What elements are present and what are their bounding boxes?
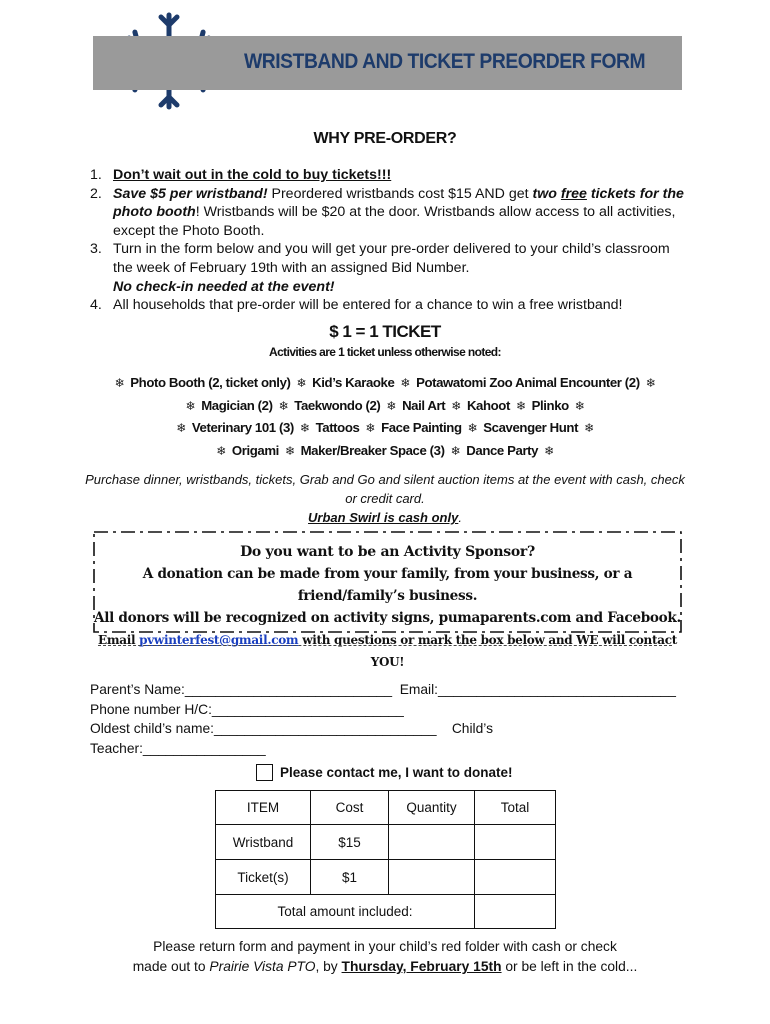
purchase-line1: Purchase dinner, wristbands, tickets, Grab and Go and silent auction items at the event with cash, check or credit card. — [85, 472, 685, 506]
snowflake-icon: ❄ — [400, 376, 411, 390]
form-title: WRISTBAND AND TICKET PREORDER FORM — [244, 50, 646, 73]
footer-line2: made out to Prairie Vista PTO, by Thursday, February 15th or be left in the cold... — [132, 959, 638, 974]
price-subtitle: Activities are 1 ticket unless otherwise noted: — [269, 345, 501, 359]
activity-item: Veterinary 101 (3) — [191, 420, 294, 435]
header-quantity: Quantity — [389, 791, 475, 825]
total-label: Total amount included: — [216, 895, 475, 929]
oldest-child-field[interactable]: Oldest child’s name:_____________________________ — [90, 721, 437, 736]
reason-3: 3. Turn in the form below and you will get your pre-order delivered to your child’s classroom the week of February 19th with an assigned Bid Number. — [90, 241, 670, 276]
sponsor-donation: A donation can be made from your family, from your business, or a friend/family’s business. — [142, 566, 633, 604]
activities-list — [80, 372, 690, 462]
sponsor-email-link[interactable]: pvwinterfest@gmail.com — [139, 633, 299, 647]
childs-label: Child’s — [451, 721, 493, 736]
activity-item: Kid’s Karaoke — [312, 375, 395, 390]
snowflake-icon: ❄ — [450, 443, 461, 458]
activity-item: Photo Booth (2, ticket only) — [130, 375, 291, 390]
snowflake-icon: ❄ — [584, 421, 594, 435]
total-amount-cell[interactable] — [475, 895, 556, 929]
snowflake-icon: ❄ — [176, 421, 186, 435]
cell-item: Wristband — [216, 825, 311, 860]
activity-item: Scavenger Hunt — [483, 420, 579, 435]
table-header-row — [216, 791, 556, 825]
total-row — [216, 895, 556, 929]
header-item: ITEM — [216, 791, 311, 825]
snowflake-icon: ❄ — [299, 421, 310, 435]
reasons-list — [90, 166, 690, 315]
cell-total[interactable] — [475, 860, 556, 895]
teacher-field[interactable]: Teacher:________________ — [90, 740, 266, 756]
purchase-note — [80, 470, 690, 527]
header-total: Total — [475, 791, 556, 825]
activity-item: Plinko — [531, 397, 569, 413]
activity-item: Magician (2) — [201, 397, 273, 413]
snowflake-icon: ❄ — [645, 376, 656, 390]
contact-label: Please contact me, I want to donate! — [280, 765, 513, 780]
snowflake-icon: ❄ — [365, 421, 376, 435]
activity-item: Potawatomi Zoo Animal Encounter (2) — [416, 375, 640, 390]
snowflake-icon: ❄ — [574, 398, 585, 413]
reason-1: 1. Don’t wait out in the cold to buy tickets!!! — [90, 167, 392, 183]
activity-item: Origami — [231, 442, 279, 458]
snowflake-icon: ❄ — [386, 398, 397, 413]
snowflake-icon: ❄ — [296, 376, 307, 390]
footer-line1: Please return form and payment in your child’s red folder with cash or check — [153, 939, 617, 954]
activity-line — [80, 372, 690, 395]
snowflake-icon: ❄ — [515, 398, 526, 413]
cell-quantity[interactable] — [389, 825, 475, 860]
contact-me-option[interactable] — [256, 764, 513, 781]
sponsor-email-line: Email pvwinterfest@gmail.com with questions or mark the box below and WE will contact YOU! — [98, 633, 677, 669]
order-table — [215, 790, 556, 929]
activity-item: Face Painting — [381, 420, 462, 435]
reason-4: 4. All households that pre-order will be entered for a chance to win a free wristband! — [90, 297, 623, 314]
snowflake-icon: ❄ — [451, 398, 461, 413]
purchase-line2: Urban Swirl is cash only. — [308, 510, 462, 525]
email-field[interactable]: Email:_______________________________ — [399, 682, 676, 697]
sponsor-question: Do you want to be an Activity Sponsor? — [240, 544, 535, 560]
no-checkin-note: No check-in needed at the event! — [113, 278, 335, 295]
activity-line — [80, 395, 690, 418]
activity-item: Tattoos — [315, 420, 360, 435]
snowflake-icon: ❄ — [216, 443, 226, 458]
reason-2: 2. Save $5 per wristband! Preordered wristbands cost $15 AND get two free tickets for the photo booth! Wristbands will be $20 at the door. Wristbands allow access to all activities, except the Photo Booth. — [90, 185, 684, 239]
activity-item: Taekwondo (2) — [294, 397, 381, 413]
return-instructions — [0, 937, 770, 977]
activity-line — [80, 440, 690, 463]
cell-quantity[interactable] — [389, 860, 475, 895]
snowflake-icon: ❄ — [467, 421, 478, 435]
cell-cost: $1 — [311, 860, 389, 895]
sponsor-recognition: All donors will be recognized on activity signs, pumaparents.com and Facebook. — [94, 610, 681, 626]
cell-cost: $15 — [311, 825, 389, 860]
snowflake-icon: ❄ — [278, 398, 289, 413]
header-cost: Cost — [311, 791, 389, 825]
table-row — [216, 860, 556, 895]
price-title: $ 1 = 1 TICKET — [329, 322, 441, 341]
contact-fields — [90, 680, 690, 758]
cell-item: Ticket(s) — [216, 860, 311, 895]
parent-name-field[interactable]: Parent’s Name:___________________________ — [90, 682, 393, 697]
snowflake-icon: ❄ — [284, 443, 295, 458]
activity-line — [80, 417, 690, 440]
sponsor-box — [93, 531, 682, 669]
phone-field[interactable]: Phone number H/C:_________________________ — [90, 701, 404, 717]
table-row — [216, 825, 556, 860]
contact-checkbox[interactable] — [256, 764, 273, 781]
activity-item: Nail Art — [402, 397, 446, 413]
activity-item: Kahoot — [466, 397, 510, 413]
activity-item: Dance Party — [466, 442, 539, 458]
snowflake-icon: ❄ — [544, 443, 554, 458]
snowflake-icon: ❄ — [185, 398, 196, 413]
snowflake-icon: ❄ — [114, 376, 125, 390]
why-heading: WHY PRE-ORDER? — [313, 130, 457, 147]
cell-total[interactable] — [475, 825, 556, 860]
cut-line — [98, 645, 672, 647]
activity-item: Maker/Breaker Space (3) — [300, 442, 445, 458]
